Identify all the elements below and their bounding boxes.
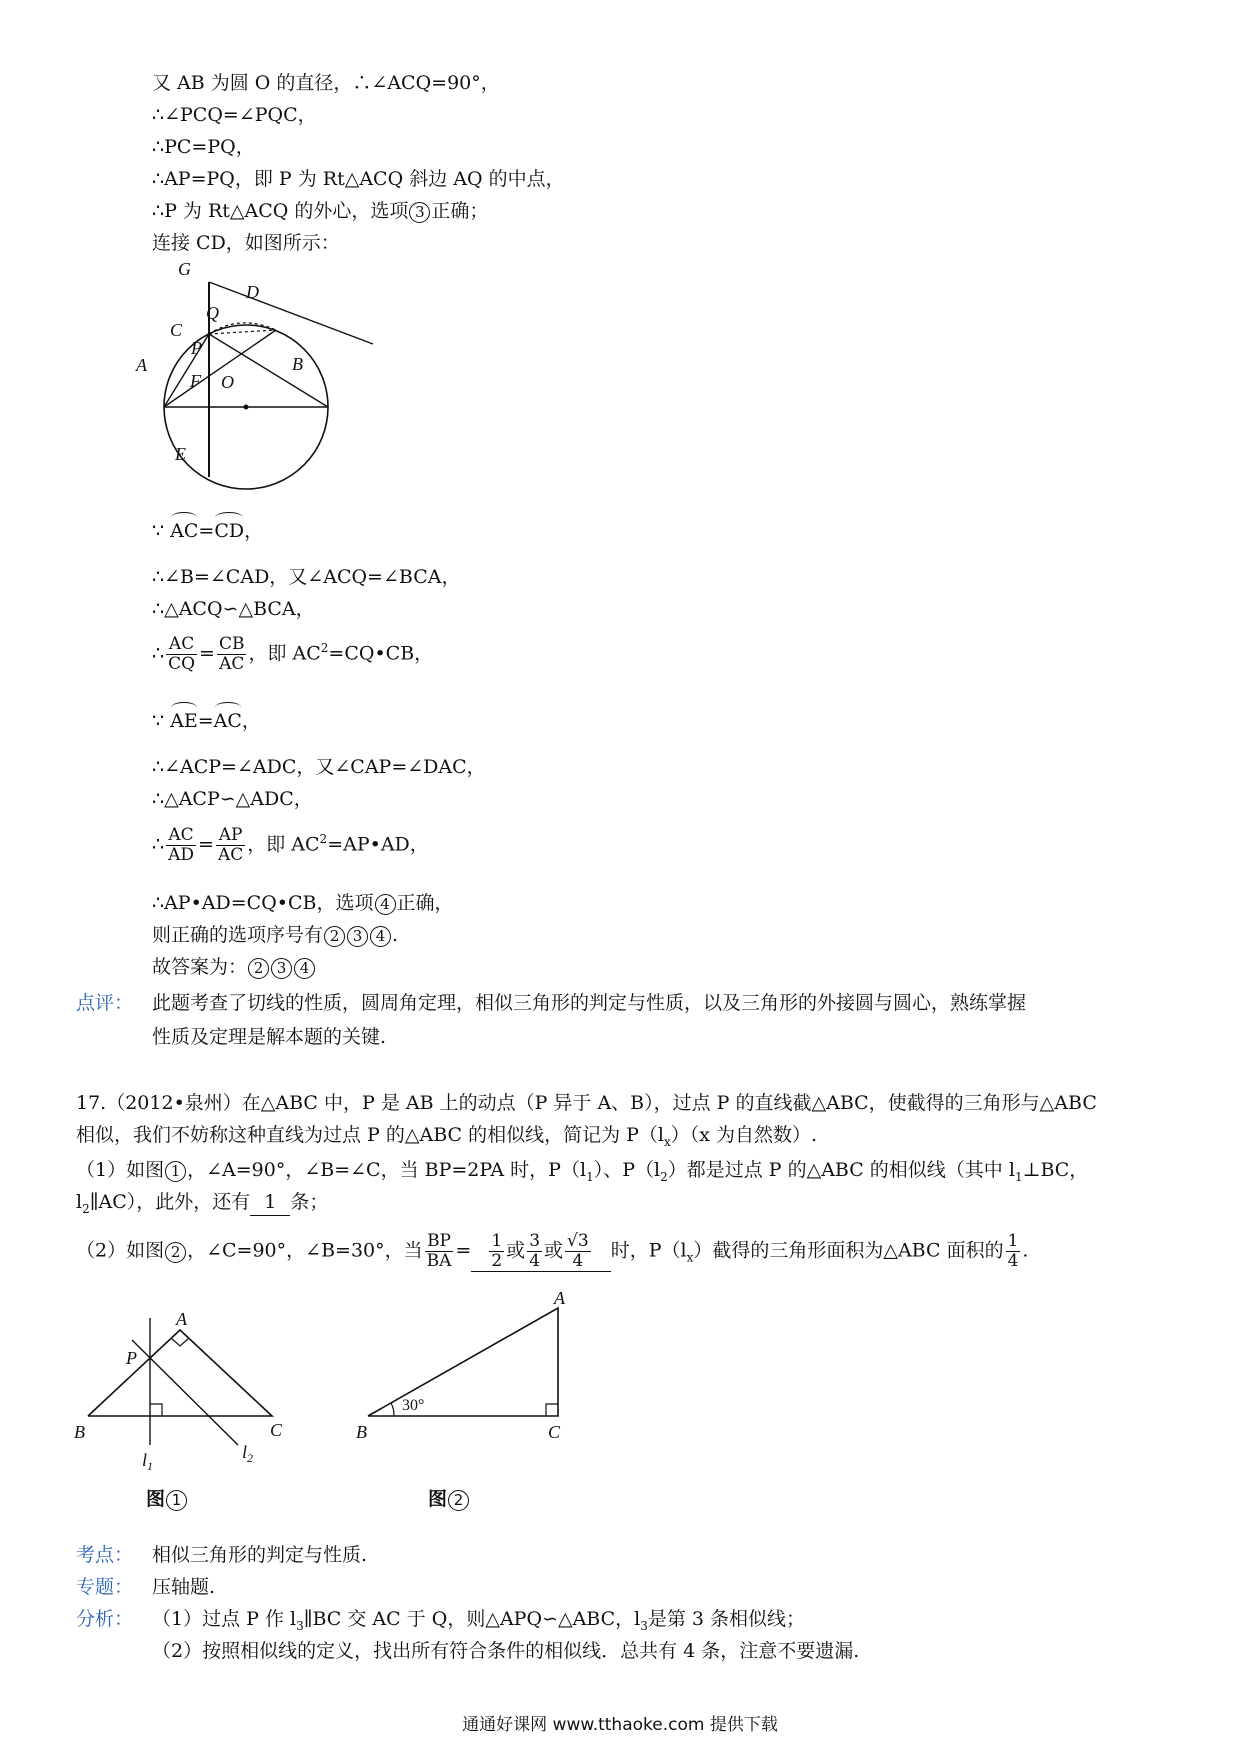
right-angle-mark-a — [171, 1338, 189, 1346]
fraction-num: 1 — [491, 1231, 503, 1251]
q17-part2-line — [76, 1232, 1028, 1272]
text: 或 — [506, 1239, 526, 1262]
page-footer: 通通好课网 www.tthaoke.com 提供下载 — [462, 1715, 778, 1735]
fraction-den: AC — [217, 845, 244, 865]
comma: ， — [241, 710, 261, 732]
fraction-ap-ac — [216, 826, 245, 865]
figure-1-mark: 1 — [165, 1161, 186, 1182]
fraction-ac-cq — [166, 635, 197, 674]
subscript: 2 — [660, 1169, 668, 1184]
proof-line-6: 连接 CD，如图所示： — [152, 232, 340, 254]
comment-text-1: 此题考查了切线的性质，圆周角定理，相似三角形的判定与性质，以及三角形的外接圆与圆心，熟练掌握 — [152, 992, 1027, 1014]
fraction-den: AC — [219, 654, 245, 674]
mid-line-5 — [152, 890, 454, 916]
fraction-three-quarters — [527, 1232, 542, 1271]
q17-line-1: 17.（2012•泉州）在△ABC 中，P 是 AB 上的动点（P 异于 A、B），过点 P 的直线截△ABC，使截得的三角形与△ABC — [76, 1092, 1097, 1114]
because-symbol: ∵ — [152, 520, 165, 542]
fig1-label-c: C — [270, 1420, 283, 1440]
text: ⊥BC， — [1022, 1159, 1089, 1181]
text: （1）过点 P 作 l — [152, 1608, 297, 1630]
label-e: E — [175, 444, 186, 464]
arc-ac-text: AC — [170, 520, 199, 542]
fenxi-line-2: （2）按照相似线的定义，找出所有符合条件的相似线．总共有 4 条，注意不要遗漏. — [152, 1640, 860, 1662]
arc-ac2-text: AC — [213, 710, 242, 732]
right-angle-mark-1 — [150, 1404, 162, 1416]
label-a: A — [136, 355, 147, 375]
subscript: 1 — [1014, 1169, 1023, 1184]
text: 条； — [290, 1191, 329, 1213]
text: ，即 AC — [248, 642, 321, 665]
figure-1-triangle — [70, 1310, 300, 1480]
triangle-abc-1 — [88, 1330, 272, 1416]
text: . — [392, 924, 399, 946]
option-4-mark: 4 — [294, 958, 315, 979]
label-o: O — [221, 372, 234, 392]
label-f: F — [190, 371, 201, 391]
right-angle-mark-2 — [546, 1404, 558, 1416]
comma: ， — [244, 520, 264, 542]
text: 正确， — [396, 892, 454, 914]
subscript: x — [664, 1134, 671, 1149]
comment-label: 点评： — [76, 992, 134, 1014]
text: ，∠A=90°，∠B=∠C，当 BP=2PA 时，P（l — [187, 1159, 587, 1181]
text: 是第 3 条相似线； — [647, 1608, 806, 1630]
center-dot — [244, 405, 249, 410]
caption-number: 1 — [166, 1490, 187, 1511]
fraction-sqrt3-4 — [565, 1232, 591, 1271]
fraction-num: 3 — [529, 1231, 541, 1251]
text: ）截得的三角形面积为△ABC 面积的 — [693, 1239, 1004, 1262]
proof-line-1: 又 AB 为圆 O 的直径，∴∠ACQ=90°， — [152, 72, 500, 94]
fig1-label-l2: $l_2$ — [242, 1442, 254, 1465]
option-2-mark: 2 — [324, 926, 345, 947]
q17-part1-line-2 — [76, 1189, 328, 1222]
proof-line-5 — [152, 198, 488, 224]
label-b: B — [292, 354, 303, 374]
text: l — [76, 1191, 83, 1213]
subscript: 3 — [296, 1618, 304, 1633]
text: （1）如图 — [76, 1159, 165, 1181]
text: =CQ•CB， — [328, 642, 434, 665]
text: （2）如图 — [76, 1239, 165, 1262]
subscript: x — [686, 1250, 694, 1265]
therefore-symbol: ∴ — [152, 642, 165, 665]
figure-1-caption — [146, 1484, 188, 1511]
label-q: Q — [206, 303, 219, 323]
fig1-label-a: A — [176, 1309, 187, 1329]
tangent-line — [209, 282, 373, 344]
text: 相似，我们不妨称这种直线为过点 P 的△ABC 的相似线，简记为 P（l — [76, 1124, 664, 1146]
fig2-label-b: B — [356, 1422, 367, 1442]
figure-2-mark: 2 — [165, 1242, 186, 1263]
fenxi-line-1 — [152, 1606, 805, 1639]
fraction-half — [489, 1232, 504, 1271]
superscript: 2 — [320, 641, 329, 656]
fraction-num: AC — [166, 635, 197, 655]
option-3-mark: 3 — [409, 202, 430, 223]
angle-b-arc — [391, 1403, 394, 1416]
figure-2-caption — [428, 1484, 470, 1511]
fraction-bp-ba — [425, 1232, 454, 1271]
label-g: G — [178, 259, 191, 279]
fig2-label-c: C — [548, 1422, 561, 1442]
equals-sign: = — [198, 833, 214, 856]
fraction-den: BA — [426, 1251, 452, 1271]
fraction-quarter — [1006, 1232, 1021, 1271]
line-l2 — [132, 1340, 238, 1445]
kaodian-text: 相似三角形的判定与性质. — [152, 1544, 368, 1566]
text: ）都是过点 P 的△ABC 的相似线（其中 l — [667, 1159, 1015, 1181]
proof-line-5-text: ∴P 为 Rt△ACQ 的外心，选项 — [152, 200, 409, 222]
fraction-den: 4 — [572, 1251, 584, 1271]
proof-line-3: ∴PC=PQ， — [152, 136, 255, 158]
caption-text: 图 — [428, 1488, 448, 1510]
fenxi-label: 分析： — [76, 1608, 134, 1630]
because-symbol: ∵ — [152, 710, 165, 732]
subscript: 1 — [586, 1169, 594, 1184]
q17-part1-line — [76, 1157, 1088, 1190]
fraction-den: 4 — [1007, 1251, 1019, 1271]
equals-sign: = — [455, 1239, 472, 1262]
label-d: D — [246, 282, 259, 302]
since-arcs-line-2 — [152, 708, 261, 734]
figure-2-triangle — [350, 1290, 590, 1470]
fraction-num: 1 — [1007, 1231, 1019, 1251]
kaodian-label: 考点： — [76, 1544, 134, 1566]
option-4-mark: 4 — [375, 894, 396, 915]
segment-cb — [209, 334, 328, 407]
fraction-num: √3 — [567, 1231, 589, 1251]
fraction-num: CB — [218, 634, 245, 654]
answer-line — [152, 954, 316, 980]
since-arcs-line-1 — [152, 518, 263, 544]
equals-sign: = — [198, 520, 215, 542]
fraction-ac-ad — [166, 826, 196, 865]
mid-line-1: ∴∠B=∠CAD，又∠ACQ=∠BCA， — [152, 566, 461, 588]
caption-text: 图 — [146, 1488, 166, 1510]
answer-blank-1: 1 — [250, 1189, 290, 1216]
segment-cd — [209, 330, 276, 334]
proof-line-4: ∴AP=PQ，即 P 为 Rt△ACQ 斜边 AQ 的中点， — [152, 168, 565, 190]
fig2-label-a: A — [554, 1288, 565, 1308]
fraction-num: AC — [166, 826, 196, 846]
triangle-abc-2 — [368, 1308, 558, 1416]
fraction-den: CQ — [168, 654, 196, 674]
text: ，即 AC — [247, 833, 320, 856]
text: ）、P（l — [593, 1159, 661, 1181]
zhuanti-text: 压轴题. — [152, 1576, 216, 1598]
q17-line-2 — [76, 1122, 817, 1155]
fraction-den: AD — [168, 845, 195, 865]
fraction-line-1 — [152, 635, 433, 674]
text: ∴AP•AD=CQ•CB，选项 — [152, 892, 374, 914]
text: 故答案为： — [152, 956, 248, 978]
fig1-label-b: B — [74, 1422, 85, 1442]
zhuanti-label: 专题： — [76, 1576, 134, 1598]
text: 时，P（l — [610, 1239, 687, 1262]
option-4-mark: 4 — [370, 926, 391, 947]
text: 则正确的选项序号有 — [152, 924, 324, 946]
text: ∥BC 交 AC 于 Q，则△APQ∽△ABC，l — [303, 1608, 641, 1630]
text: . — [1022, 1239, 1029, 1262]
mid-line-6 — [152, 922, 398, 948]
fraction-num: BP — [425, 1232, 454, 1252]
text: =AP•AD， — [327, 833, 429, 856]
fraction-num: AP — [216, 826, 245, 846]
text: ，∠C=90°，∠B=30°，当 — [187, 1239, 423, 1262]
option-3-mark: 3 — [347, 926, 368, 947]
comment-text-2: 性质及定理是解本题的关键. — [152, 1026, 387, 1048]
circle-diagram — [136, 259, 400, 502]
caption-number: 2 — [448, 1490, 469, 1511]
text: ）（x 为自然数）. — [670, 1124, 818, 1146]
fig1-label-p: P — [126, 1348, 137, 1368]
therefore-symbol: ∴ — [152, 833, 165, 856]
mid-line-2: ∴△ACQ∽△BCA， — [152, 598, 315, 620]
proof-line-2: ∴∠PCQ=∠PQC， — [152, 104, 317, 126]
superscript: 2 — [319, 832, 328, 847]
segment-ac — [164, 334, 209, 407]
fraction-cb-ac — [217, 635, 247, 674]
fraction-den: 2 — [491, 1251, 503, 1271]
text: 或 — [544, 1239, 564, 1262]
equals-sign: = — [199, 642, 215, 665]
option-2-mark: 2 — [248, 958, 269, 979]
subscript: 3 — [640, 1618, 648, 1633]
fraction-line-2 — [152, 826, 429, 865]
option-3-mark: 3 — [271, 958, 292, 979]
mid-line-4: ∴△ACP∽△ADC， — [152, 788, 313, 810]
label-p: P — [191, 338, 202, 358]
text: ∥AC），此外，还有 — [89, 1191, 251, 1213]
equals-sign: = — [197, 710, 214, 732]
proof-line-5-end: 正确； — [431, 200, 489, 222]
arc-cd-text: CD — [214, 520, 245, 542]
arc-ae-text: AE — [170, 710, 198, 732]
answer-blank-2 — [471, 1232, 610, 1272]
subscript: 2 — [82, 1201, 90, 1216]
label-c: C — [170, 320, 183, 340]
fraction-den: 4 — [529, 1251, 541, 1271]
fig2-angle-label: 30° — [402, 1397, 425, 1414]
mid-line-3: ∴∠ACP=∠ADC，又∠CAP=∠DAC， — [152, 756, 486, 778]
fig1-label-l1: $l_1$ — [142, 1450, 154, 1473]
